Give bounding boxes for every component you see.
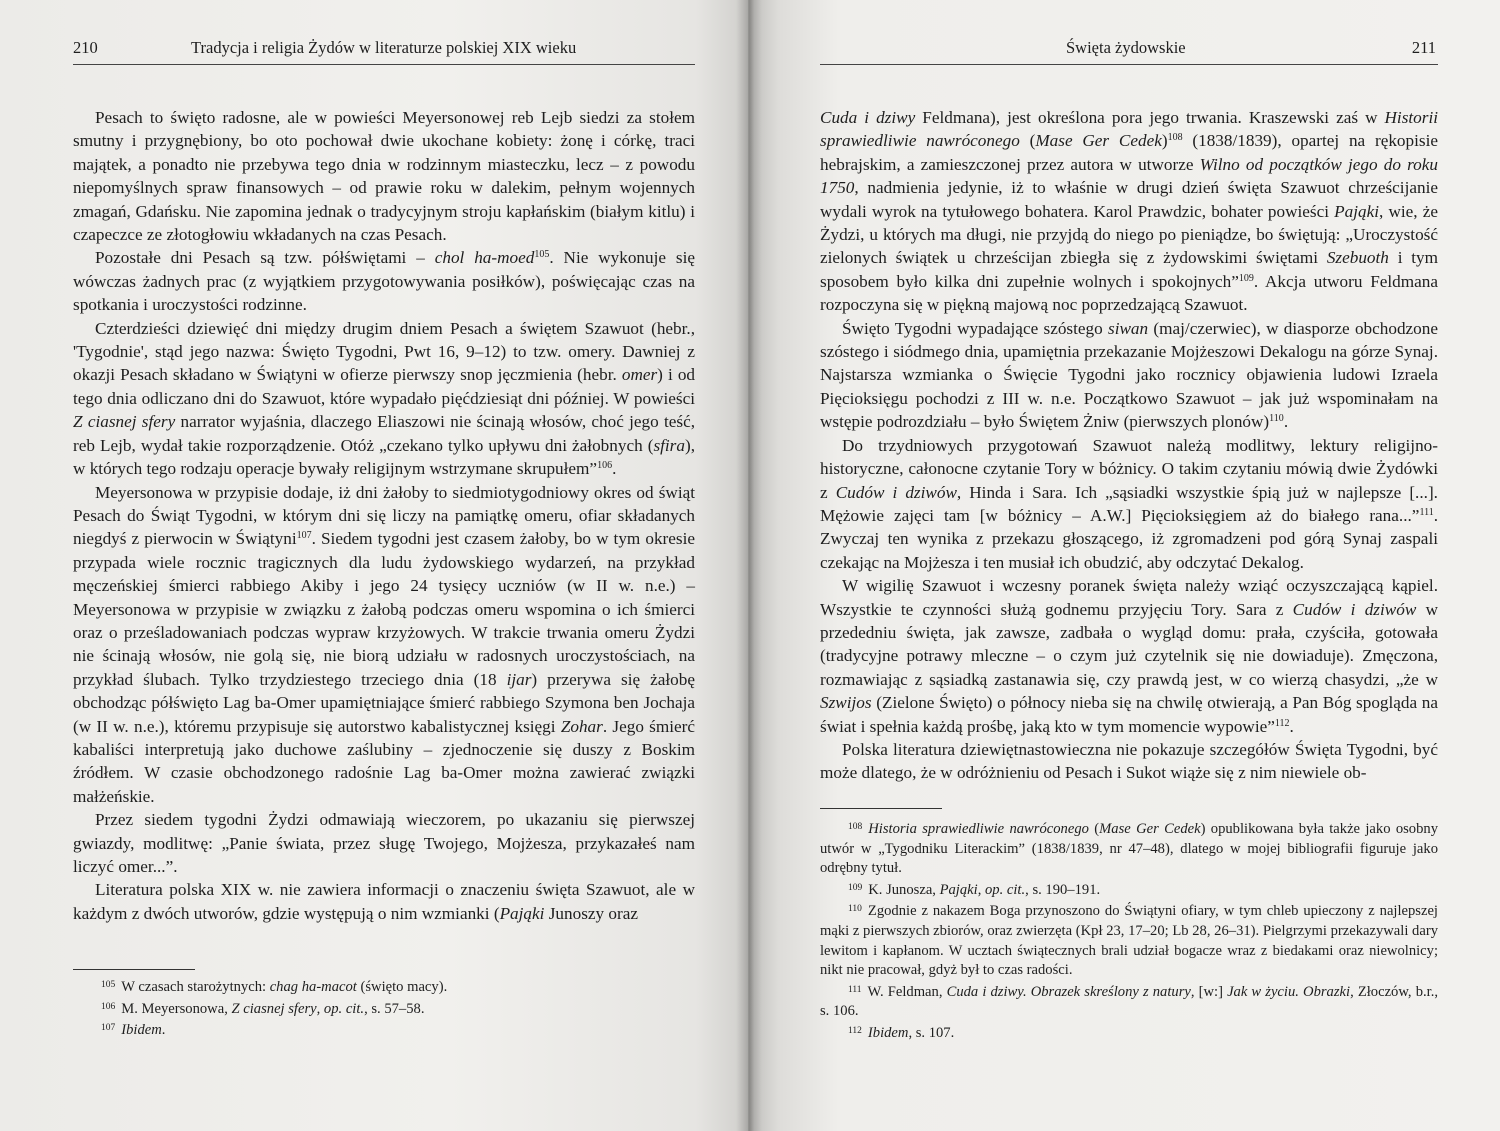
footnote: [820, 981, 1438, 1022]
italic-span: Pająki: [499, 903, 545, 923]
italic-span: op. cit.: [985, 881, 1026, 898]
paragraph: [820, 106, 1438, 317]
text-span: Junoszy oraz: [544, 903, 638, 923]
paragraph: [73, 808, 695, 878]
footnote: [73, 1019, 695, 1041]
right-footnotes: [820, 818, 1438, 1044]
footnote-ref: 108: [1167, 132, 1183, 144]
text-span: Meyersonowa w przypisie dodaje, iż dni żałoby to siedmiotygodniowy okres od świąt Pesach do Świąt Tygodni, w którym dni się liczy na pamiątkę omeru, ofiar składanych niegdyś z pierwocin w Świątyni: [73, 482, 695, 549]
text-span: W. Feldman,: [867, 983, 947, 1000]
text-span: (: [1019, 131, 1036, 151]
left-footnotes: [73, 976, 695, 1041]
text-span: .: [161, 1022, 166, 1039]
italic-span: chag ha-macot: [269, 979, 357, 995]
text-span: .: [1283, 412, 1289, 432]
text-span: Święto Tygodni wypadające szóstego: [842, 318, 1108, 338]
running-head: Tradycja i religia Żydów w literaturze polskiej XIX wieku: [191, 38, 577, 57]
footnote-number: 105: [101, 980, 116, 990]
text-span: ), w których tego rodzaju operacje bywały religijnym wstrzymane skrupułem”: [73, 435, 695, 479]
footnote-number: 109: [848, 882, 863, 893]
italic-span: Historia sprawiedliwie nawróconego: [868, 821, 1089, 837]
footnote: [73, 976, 695, 998]
footnote-ref: 112: [1274, 717, 1290, 729]
text-span: w przededniu święta, jak zawsze, zadbała o wygląd domu: prała, czyściła, gotowała (tradycyjne potrawy mleczne – o czym już czytelnik się nie dowiaduje). Zmęczona, rozmawiając z sąsiadką zastanawia się, czy prawdą jest, w co wierzą chasydzi, „że w: [820, 599, 1438, 689]
text-span: . Jego śmierć kabaliści interpretują jako duchowe zaślubiny – zjednoczenie się duszy z Boskim źródłem. W czasie obchodzonego radośnie Lag ba-Omer można zawierać związki małżeńskie.: [73, 716, 695, 806]
footnote-number: 106: [101, 1001, 116, 1012]
italic-span: siwan: [1108, 318, 1149, 338]
italic-span: Pająki: [1334, 201, 1380, 221]
footnote-rule: [820, 808, 942, 809]
text-span: Feldmana), jest określona pora jego trwania. Kraszewski zaś w: [915, 108, 1385, 127]
footnote: [820, 900, 1438, 980]
text-span: . Akcja utworu Feldmana rozpoczyna się w piękną majową noc poprzedzającą Szawuot.: [820, 271, 1438, 315]
footnote: [820, 879, 1438, 901]
italic-span: Szwijos: [820, 693, 872, 713]
right-page: [748, 0, 1500, 1131]
text-span: ,: [977, 881, 985, 898]
italic-span: Mase Ger Cedek: [1099, 821, 1201, 837]
running-head: Święta żydowskie: [1066, 38, 1186, 57]
text-span: narrator wyjaśnia, dlaczego Eliaszowi nie ścinają włosów, choć jego teść, reb Lejb, wydał takie rozporządzenie. Otóż „czekano tylko upływu dni żałobnych (: [73, 412, 695, 455]
text-span: , s. 107.: [908, 1024, 955, 1041]
footnote-number: 110: [848, 904, 862, 915]
italic-span: Jak w życiu. Obrazki: [1227, 983, 1351, 1000]
italic-span: Mase Ger Cedek: [1035, 131, 1162, 151]
text-span: .: [1289, 716, 1294, 736]
footnote-ref: 106: [597, 460, 613, 472]
text-span: ) i od tego dnia odliczano dni do Szawuot, które wypadało pięćdziesiąt dni później. W powieści: [73, 365, 696, 408]
italic-span: Ibidem: [867, 1024, 909, 1041]
footnote-ref: 109: [1238, 272, 1254, 284]
paragraph: [73, 246, 695, 316]
footnote: [73, 998, 695, 1020]
text-span: (Zielone Święto) o północy nieba się na chwilę otwierają, a Pan Bóg spogląda na świat i spełnia każdą prośbę, jaką kto w tym momencie wypowie”: [820, 693, 1438, 736]
text-span: Pozostałe dni Pesach są tzw. półświętami –: [95, 248, 435, 268]
paragraph: [73, 878, 695, 925]
footnote: [820, 1022, 1438, 1044]
text-span: K. Junosza,: [868, 881, 940, 898]
text-span: ,: [316, 1000, 324, 1017]
italic-span: chol ha-moed: [434, 248, 535, 268]
right-body-text: [820, 106, 1438, 785]
footnote-ref: 111: [1419, 506, 1434, 518]
footnote-rule: [73, 969, 195, 970]
text-span: ) przerywa się żałobę obchodząc półświęto Lag ba-Omer upamiętniające śmierć rabbiego Szymona ben Jochaja (w II w. n.e.), któremu przypisuje się autorstwo kabalistycznej księgi: [73, 669, 695, 736]
text-span: , s. 57–58.: [364, 1000, 425, 1017]
text-span: , s. 190–191.: [1025, 881, 1101, 898]
text-span: Zgodnie z nakazem Boga przynoszono do Świątyni ofiary, w tym chleb upieczony z najlepszej mąki z pierwszych zbiorów, oraz zwierzęta (Kpł 23, 17–20; Lb 28, 26–31). Pielgrzymi przekazywali dary lewitom i kapłanom. W ucztach świątecznych brali udział bogacze wraz z biedakami oraz niewolnicy; nikt nie pracował, gdyż był to czas radości.: [820, 903, 1438, 979]
text-span: ): [1161, 131, 1168, 151]
text-span: (1838/1839), opartej na rękopisie hebrajskim, a zamieszczonej przez autora w utworze: [820, 131, 1438, 174]
right-page-header: [820, 34, 1438, 65]
text-span: (święto macy).: [356, 979, 448, 995]
text-span: , [w:]: [1190, 983, 1228, 1000]
text-span: , Hinda i Sara. Ich „sąsiadki wszystkie śpią już w najlepsze [...]. Mężowie zajęci tam [w bóżnicy – A.W.] Pięcioksięgiem aż do białego rana...”: [820, 482, 1438, 525]
text-span: Przez siedem tygodni Żydzi odmawiają wieczorem, po ukazaniu się pierwszej gwiazdy, modlitwę: „Panie świata, przez sługę Twojego, Mojżesza, przykazałeś nam liczyć omer...”.: [73, 810, 695, 876]
text-span: , nadmienia jedynie, iż to właśnie w drugi dzień święta Szawuot chrześcijanie wydali wyrok na tytułowego bohatera. Karol Prawdzic, bohater powieści: [820, 178, 1438, 221]
text-span: Do trzydniowych przygotowań Szawuot należą modlitwy, lektury religijno-historyczne, całonocne czytanie Tory w bóżnicy. O takim czytaniu mówią dwie Żydówki z: [820, 435, 1438, 502]
text-span: ) opublikowana była także jako osobny utwór w „Tygodniku Literackim” (1838/1839, nr 47–48), dlatego w mojej bibliografii figuruje jako odrębny tytuł.: [820, 821, 1438, 877]
paragraph: [820, 738, 1438, 785]
page-number: 211: [1411, 38, 1436, 57]
italic-span: Wilno od początków jego do roku 1750: [820, 154, 1438, 198]
footnote-ref: 105: [534, 249, 550, 261]
text-span: , wie, że Żydzi, u których ma długi, nie przyjdą do niego po pieniądze, bo świętują: „Uroczystość zielonych świątek u chrześcijan zbiegła się z żydowskimi świętami: [820, 201, 1438, 268]
italic-span: Cuda i dziwy: [820, 108, 916, 127]
text-span: W czasach starożytnych:: [121, 979, 270, 995]
paragraph: [820, 317, 1438, 434]
italic-span: op. cit.: [323, 1000, 365, 1017]
footnote-number: 107: [101, 1023, 116, 1034]
footnote-ref: 110: [1269, 413, 1284, 425]
text-span: M. Meyersonowa,: [121, 1000, 232, 1017]
italic-span: Z ciasnej sfery: [231, 1000, 317, 1017]
page-number: 210: [73, 38, 98, 57]
italic-span: Z ciasnej sfery: [73, 412, 176, 432]
text-span: Literatura polska XIX w. nie zawiera informacji o znaczeniu święta Szawuot, ale w każdym z dwóch utworów, gdzie występują o nim wzmianki (: [73, 880, 695, 923]
italic-span: omer: [621, 365, 658, 385]
text-span: Polska literatura dziewiętnastowieczna nie pokazuje szczegółów Święta Tygodni, być może dlatego, że w odróżnieniu od Pesach i Sukot wiąże się z nim niewiele ob-: [820, 739, 1438, 783]
left-page-header: [73, 34, 695, 65]
paragraph: [73, 106, 695, 246]
footnote-number: 112: [848, 1025, 862, 1036]
italic-span: Cuda i dziwy. Obrazek skreślony z natury: [946, 983, 1191, 1000]
italic-span: Pająki: [939, 881, 978, 898]
text-span: Czterdzieści dziewięć dni między drugim dniem Pesach a świętem Szawuot (hebr., 'Tygodnie', stąd jego nazwa: Święto Tygodni, Pwt 16, 9–12) to tzw. omery. Dawniej z okazji Pesach składano w Świątyni w ofierze pierwszy snop jęczmienia (hebr.: [73, 318, 695, 385]
italic-span: Ibidem: [121, 1022, 162, 1039]
text-span: Pesach to święto radosne, ale w powieści Meyersonowej reb Lejb siedzi za stołem smutny i przygnębiony, bo oto pochował dwie ukochane kobiety: żonę i córkę, traci majątek, a ponadto nie przebywa tego dnia w rodzinnym miasteczku, lecz – z powodu niepomyślnych spraw finansowych – od prawie roku w dalekim, pełnym wojennych zmagań, Gdańsku. Nie zapomina jednak o tradycyjnym stroju kapłańskim (białym kitlu) i czapeczce ze złotogłowiu wkładanych na czas Pesach.: [73, 108, 695, 245]
text-span: W wigilię Szawuot i wczesny poranek święta należy wziąć oczyszczającą kąpiel. Wszystkie te czynności służą godnemu przyjęciu Tory. Sara z: [820, 576, 1438, 619]
paragraph: [820, 574, 1438, 738]
paragraph: [73, 317, 695, 481]
italic-span: Cudów i dziwów: [1292, 599, 1417, 619]
italic-span: sfira: [653, 435, 685, 455]
text-span: , Złoczów, b.r., s. 106.: [820, 983, 1438, 1020]
italic-span: Historii sprawiedliwie nawróconego: [820, 108, 1438, 151]
text-span: (: [1088, 821, 1100, 837]
text-span: .: [612, 459, 617, 479]
paragraph: [820, 434, 1438, 574]
left-body-text: [73, 106, 695, 925]
text-span: . Siedem tygodni jest czasem żałoby, bo w tym okresie przypada wiele rocznic tragicznych dla ludu żydowskiego wydarzeń, na przykład męczeńskiej śmierci rabbiego Akiby i jego 24 tysięcy uczniów (w II w. n.e.) – Meyersonowa w przypisie w związku z żałobą podczas omeru wspomina o ich śmierci oraz o prześladowaniach podczas wypraw krzyżowych. W trakcie trwania omeru Żydzi nie ścinają włosów, nie golą się, nie biorą udziału w radosnych uroczystościach, na przykład ślubach. Tylko trzydziestego trzeciego dnia (18: [73, 529, 695, 689]
footnote: [820, 818, 1438, 879]
text-span: i tym sposobem było kilka dni zupełnie wolnych i spokojnych”: [820, 248, 1439, 291]
paragraph: [73, 481, 695, 809]
text-span: . Nie wykonuje się wówczas żadnych prac (z wyjątkiem przygotowywania posiłków), poświęcając czas na spotkania i uroczystości rodzinne.: [73, 248, 696, 315]
footnote-number: 108: [848, 822, 863, 832]
italic-span: Szebuoth: [1326, 248, 1389, 268]
footnote-number: 111: [848, 984, 862, 995]
text-span: (maj/czerwiec), w diasporze obchodzone szóstego i siódmego dnia, upamiętnia przekazanie Mojżeszowi Dekalogu na górze Synaj. Najstarsza wzmianka o Święcie Tygodni jako rocznicy objawienia ludowi Izraela Pięcioksięgu pochodzi z III w. n.e. Początkowo Szawuot – jak już wspominałam na wstępie podrozdziału – było Świętem Żniw (pierwszych plonów): [820, 318, 1438, 432]
left-page: [0, 0, 748, 1131]
italic-span: Zohar: [560, 716, 603, 736]
text-span: . Zwyczaj ten wynika z przekazu głoszącego, iż zgromadzeni pod górą Synaj zaspali czekając na Mojżesza i ten musiał ich obudzić, aby odczytać Dekalog.: [820, 505, 1438, 572]
footnote-ref: 107: [296, 530, 312, 542]
italic-span: ijar: [506, 669, 532, 689]
italic-span: Cudów i dziwów: [835, 482, 957, 502]
